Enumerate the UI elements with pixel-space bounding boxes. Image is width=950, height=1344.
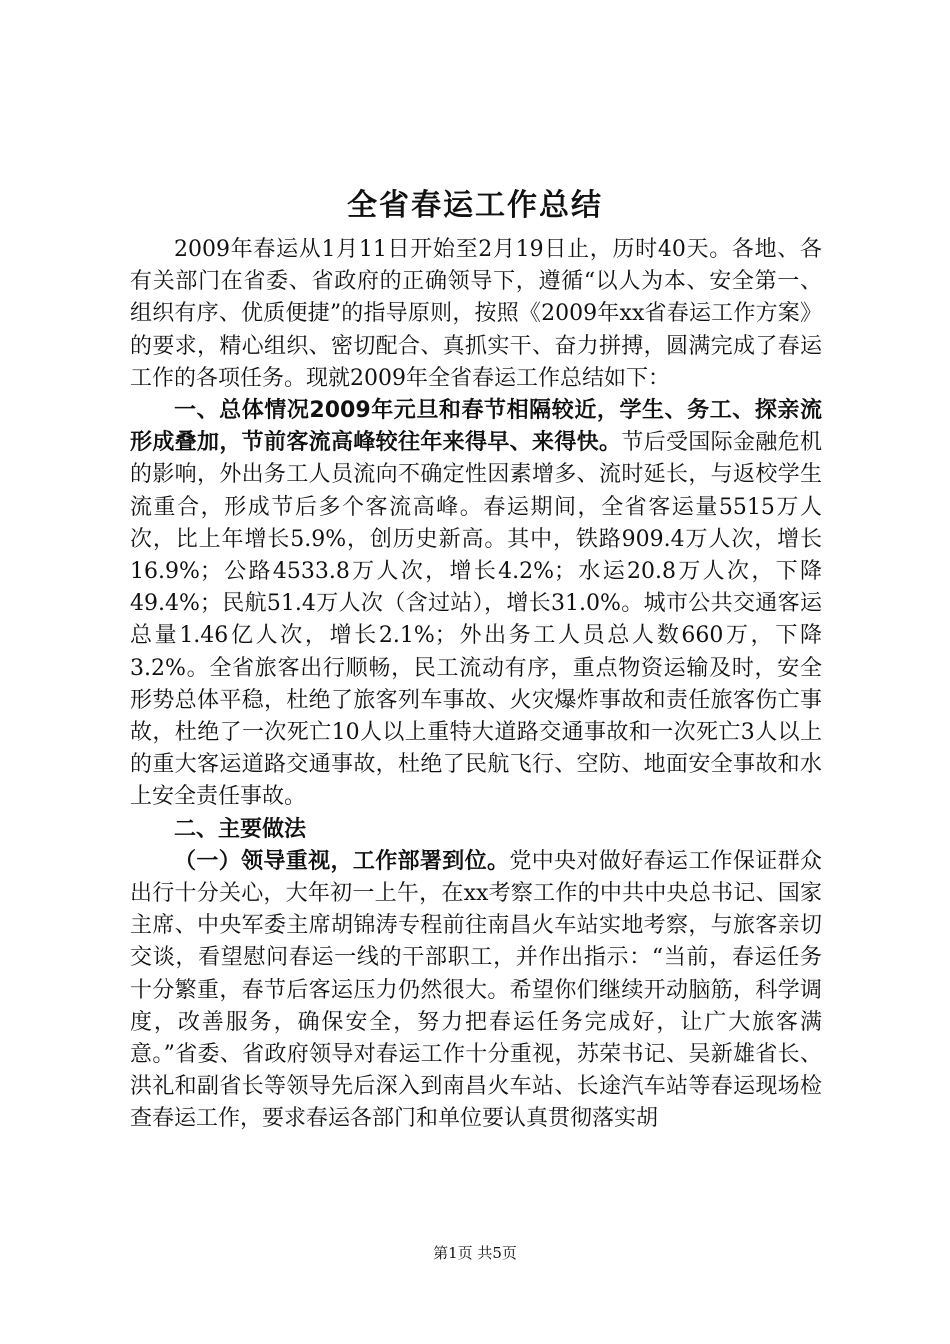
paragraph-heading: （一）领导重视，工作部署到位。 <box>174 848 510 874</box>
document-title: 全省春运工作总结 <box>347 188 603 223</box>
document-body <box>130 234 822 1136</box>
paragraph-intro <box>130 234 822 395</box>
paragraph-text: 节后受国际金融危机的影响，外出务工人员流向不确定性因素增多、流时延长，与返校学生流重合，形成节后多个客流高峰。春运期间，全省客运量5515万人次，比上年增长5.9%，创历史新高。其中，铁路909.4万人次，增长16.9%；公路4533.8万人次，增长4.2%；水运20.8万人次，下降49.4%；民航51.4万人次（含过站），增长31.0%。城市公共交通客运总量1.46亿人次，增长2.1%；外出务工人员总人数660万，下降3.2%。全省旅客出行顺畅，民工流动有序，重点物资运输及时，安全形势总体平稳，杜绝了旅客列车事故、火灾爆炸事故和责任旅客伤亡事故，杜绝了一次死亡10人以上重特大道路交通事故和一次死亡3人以上的重大客运道路交通事故，杜绝了民航飞行、空防、地面安全事故和水上安全责任事故。 <box>130 430 822 810</box>
paragraph-overview <box>130 395 822 814</box>
paragraph-heading: 二、主要做法 <box>174 816 307 842</box>
paragraph-heading: 一、总体情况2009年元旦和春节相隔较近，学生、务工、探亲流形成叠加，节前客流高峰较往年来得早、来得快。 <box>130 398 822 456</box>
paragraph-text: 党中央对做好春运工作保证群众出行十分关心，大年初一上午，在xx考察工作的中共中央总书记、国家主席、中央军委主席胡锦涛专程前往南昌火车站实地考察，与旅客亲切交谈，看望慰问春运一线的干部职工，并作出指示：“当前，春运任务十分繁重，春节后客运压力仍然很大。希望你们继续开动脑筋，科学调度，改善服务，确保安全，努力把春运任务完成好，让广大旅客满意。”省委、省政府领导对春运工作十分重视，苏荣书记、吴新雄省长、洪礼和副省长等领导先后深入到南昌火车站、长途汽车站等春运现场检查春运工作，要求春运各部门和单位要认真贯彻落实胡 <box>130 848 822 1132</box>
paragraph-leadership <box>130 846 822 1136</box>
paragraph-text: 2009年春运从1月11日开始至2月19日止，历时40天。各地、各有关部门在省委、省政府的正确领导下，遵循“以人为本、安全第一、组织有序、优质便捷”的指导原则，按照《2009年xx省春运工作方案》的要求，精心组织、密切配合、真抓实干、奋力拼搏，圆满完成了春运工作的各项任务。现就2009年全省春运工作总结如下： <box>130 237 822 391</box>
paragraph-main-practices <box>130 814 822 846</box>
page-number-footer: 第1页 共5页 <box>433 1244 517 1262</box>
